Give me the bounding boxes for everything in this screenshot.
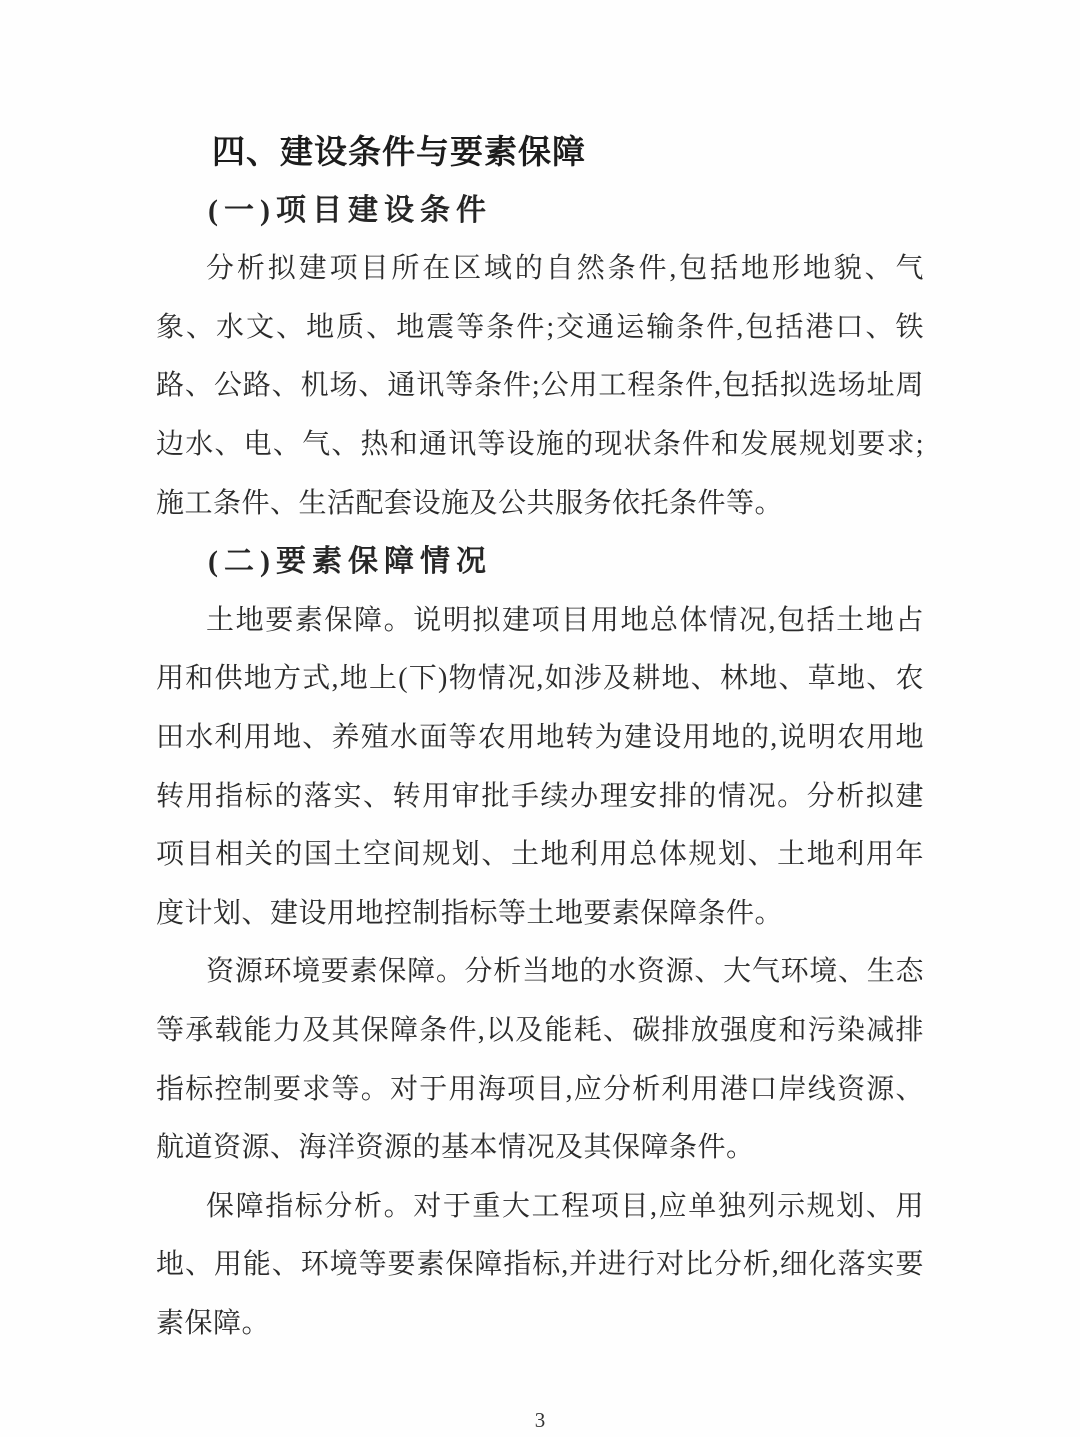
subsection-heading-1: (一)项目建设条件: [208, 193, 492, 227]
subsection-heading-2: (二)要素保障情况: [208, 545, 492, 579]
paragraph-construction-conditions: 分析拟建项目所在区域的自然条件,包括地形地貌、气象、水文、地质、地震等条件;交通运输条件,包括港口、铁路、公路、机场、通讯等条件;公用工程条件,包括拟选场址周边水、电、气、热和通讯等设施的现状条件和发展规划要求;施工条件、生活配套设施及公共服务依托条件等。: [156, 253, 924, 519]
chapter-heading: 四、建设条件与要素保障: [212, 133, 586, 170]
paragraph-land-guarantee: 土地要素保障。说明拟建项目用地总体情况,包括土地占用和供地方式,地上(下)物情况,如涉及耕地、林地、草地、农田水利用地、养殖水面等农用地转为建设用地的,说明农用地转用指标的落实、转用审批手续办理安排的情况。分析拟建项目相关的国土空间规划、土地利用总体规划、土地利用年度计划、建设用地控制指标等土地要素保障条件。: [156, 604, 924, 929]
document-content: [156, 123, 924, 1353]
page-number: 3: [534, 1408, 546, 1432]
paragraph-guarantee-indicator-analysis: 保障指标分析。对于重大工程项目,应单独列示规划、用地、用能、环境等要素保障指标,并进行对比分析,细化落实要素保障。: [156, 1190, 924, 1339]
paragraph-resource-environment-guarantee: 资源环境要素保障。分析当地的水资源、大气环境、生态等承载能力及其保障条件,以及能耗、碳排放强度和污染减排指标控制要求等。对于用海项目,应分析利用港口岸线资源、航道资源、海洋资源的基本情况及其保障条件。: [156, 956, 924, 1164]
